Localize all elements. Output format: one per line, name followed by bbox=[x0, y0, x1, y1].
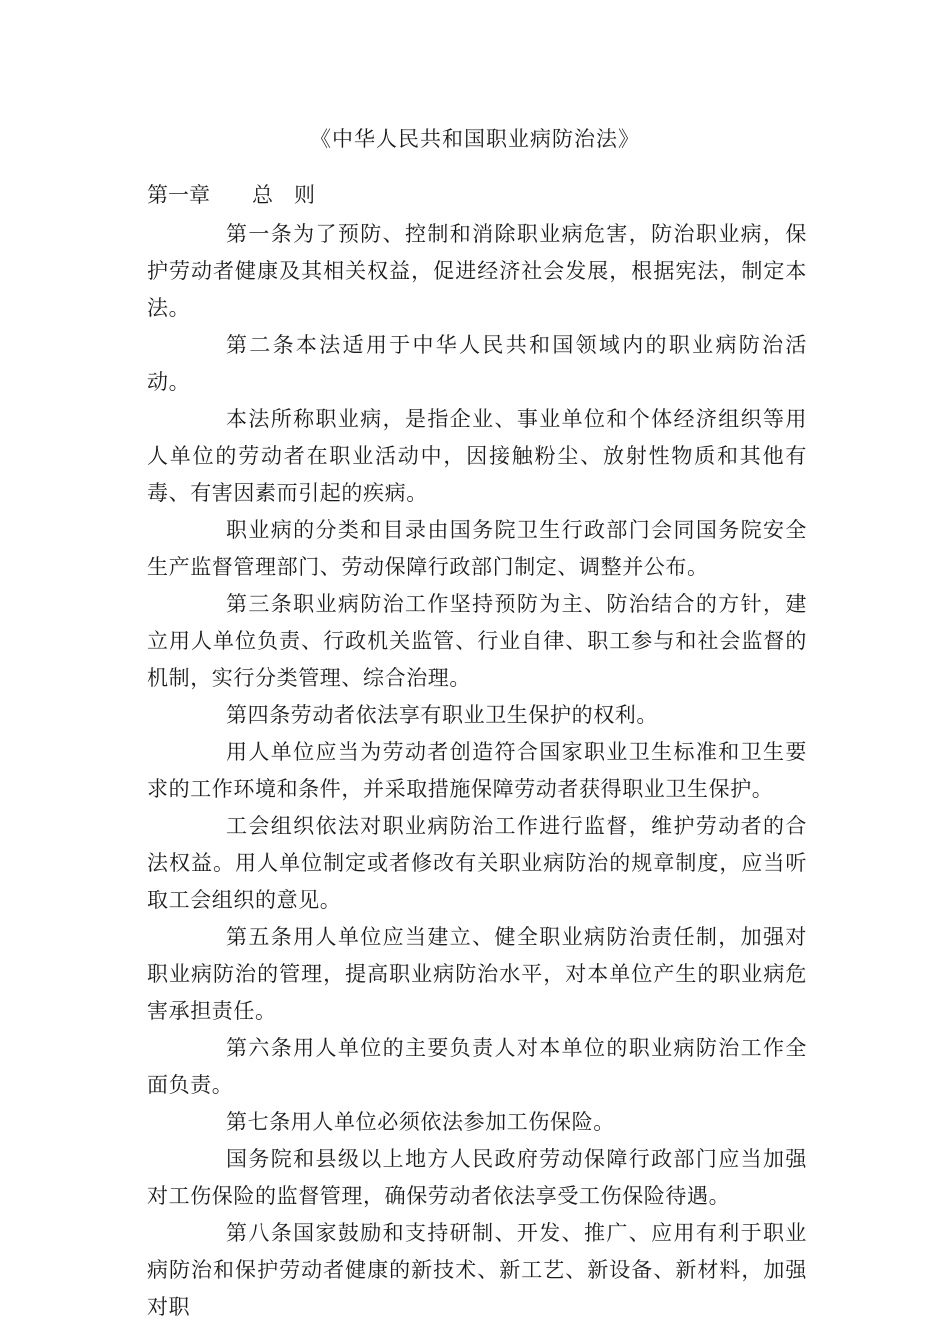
paragraph: 第五条用人单位应当建立、健全职业病防治责任制，加强对职业病防治的管理，提高职业病防治水平，对本单位产生的职业病危害承担责任。 bbox=[147, 925, 807, 1023]
paragraph: 第四条劳动者依法享有职业卫生保护的权利。 bbox=[226, 703, 658, 727]
paragraph: 第一条为了预防、控制和消除职业病危害，防治职业病，保护劳动者健康及其相关权益，促进经济社会发展，根据宪法，制定本法。 bbox=[147, 222, 807, 320]
paragraph: 第二条本法适用于中华人民共和国领域内的职业病防治活动。 bbox=[147, 333, 807, 394]
paragraph: 职业病的分类和目录由国务院卫生行政部门会同国务院安全生产监督管理部门、劳动保障行政部门制定、调整并公布。 bbox=[147, 518, 807, 579]
paragraph: 第八条国家鼓励和支持研制、开发、推广、应用有利于职业病防治和保护劳动者健康的新技术、新工艺、新设备、新材料，加强对职 bbox=[147, 1221, 807, 1319]
chapter-heading: 第一章 总 则 bbox=[147, 183, 315, 207]
paragraph: 第七条用人单位必须依法参加工伤保险。 bbox=[226, 1110, 615, 1134]
document-title: 《中华人民共和国职业病防治法》 bbox=[310, 127, 640, 151]
paragraph: 工会组织依法对职业病防治工作进行监督，维护劳动者的合法权益。用人单位制定或者修改有关职业病防治的规章制度，应当听取工会组织的意见。 bbox=[147, 814, 807, 912]
paragraph: 第三条职业病防治工作坚持预防为主、防治结合的方针，建立用人单位负责、行政机关监管、行业自律、职工参与和社会监督的机制，实行分类管理、综合治理。 bbox=[147, 592, 807, 690]
paragraph: 用人单位应当为劳动者创造符合国家职业卫生标准和卫生要求的工作环境和条件，并采取措施保障劳动者获得职业卫生保护。 bbox=[147, 740, 807, 801]
paragraph: 第六条用人单位的主要负责人对本单位的职业病防治工作全面负责。 bbox=[147, 1036, 807, 1097]
paragraph: 国务院和县级以上地方人民政府劳动保障行政部门应当加强对工伤保险的监督管理，确保劳动者依法享受工伤保险待遇。 bbox=[147, 1147, 807, 1208]
paragraph: 本法所称职业病，是指企业、事业单位和个体经济组织等用人单位的劳动者在职业活动中，因接触粉尘、放射性物质和其他有毒、有害因素而引起的疾病。 bbox=[147, 407, 807, 505]
document-body bbox=[147, 216, 807, 1326]
